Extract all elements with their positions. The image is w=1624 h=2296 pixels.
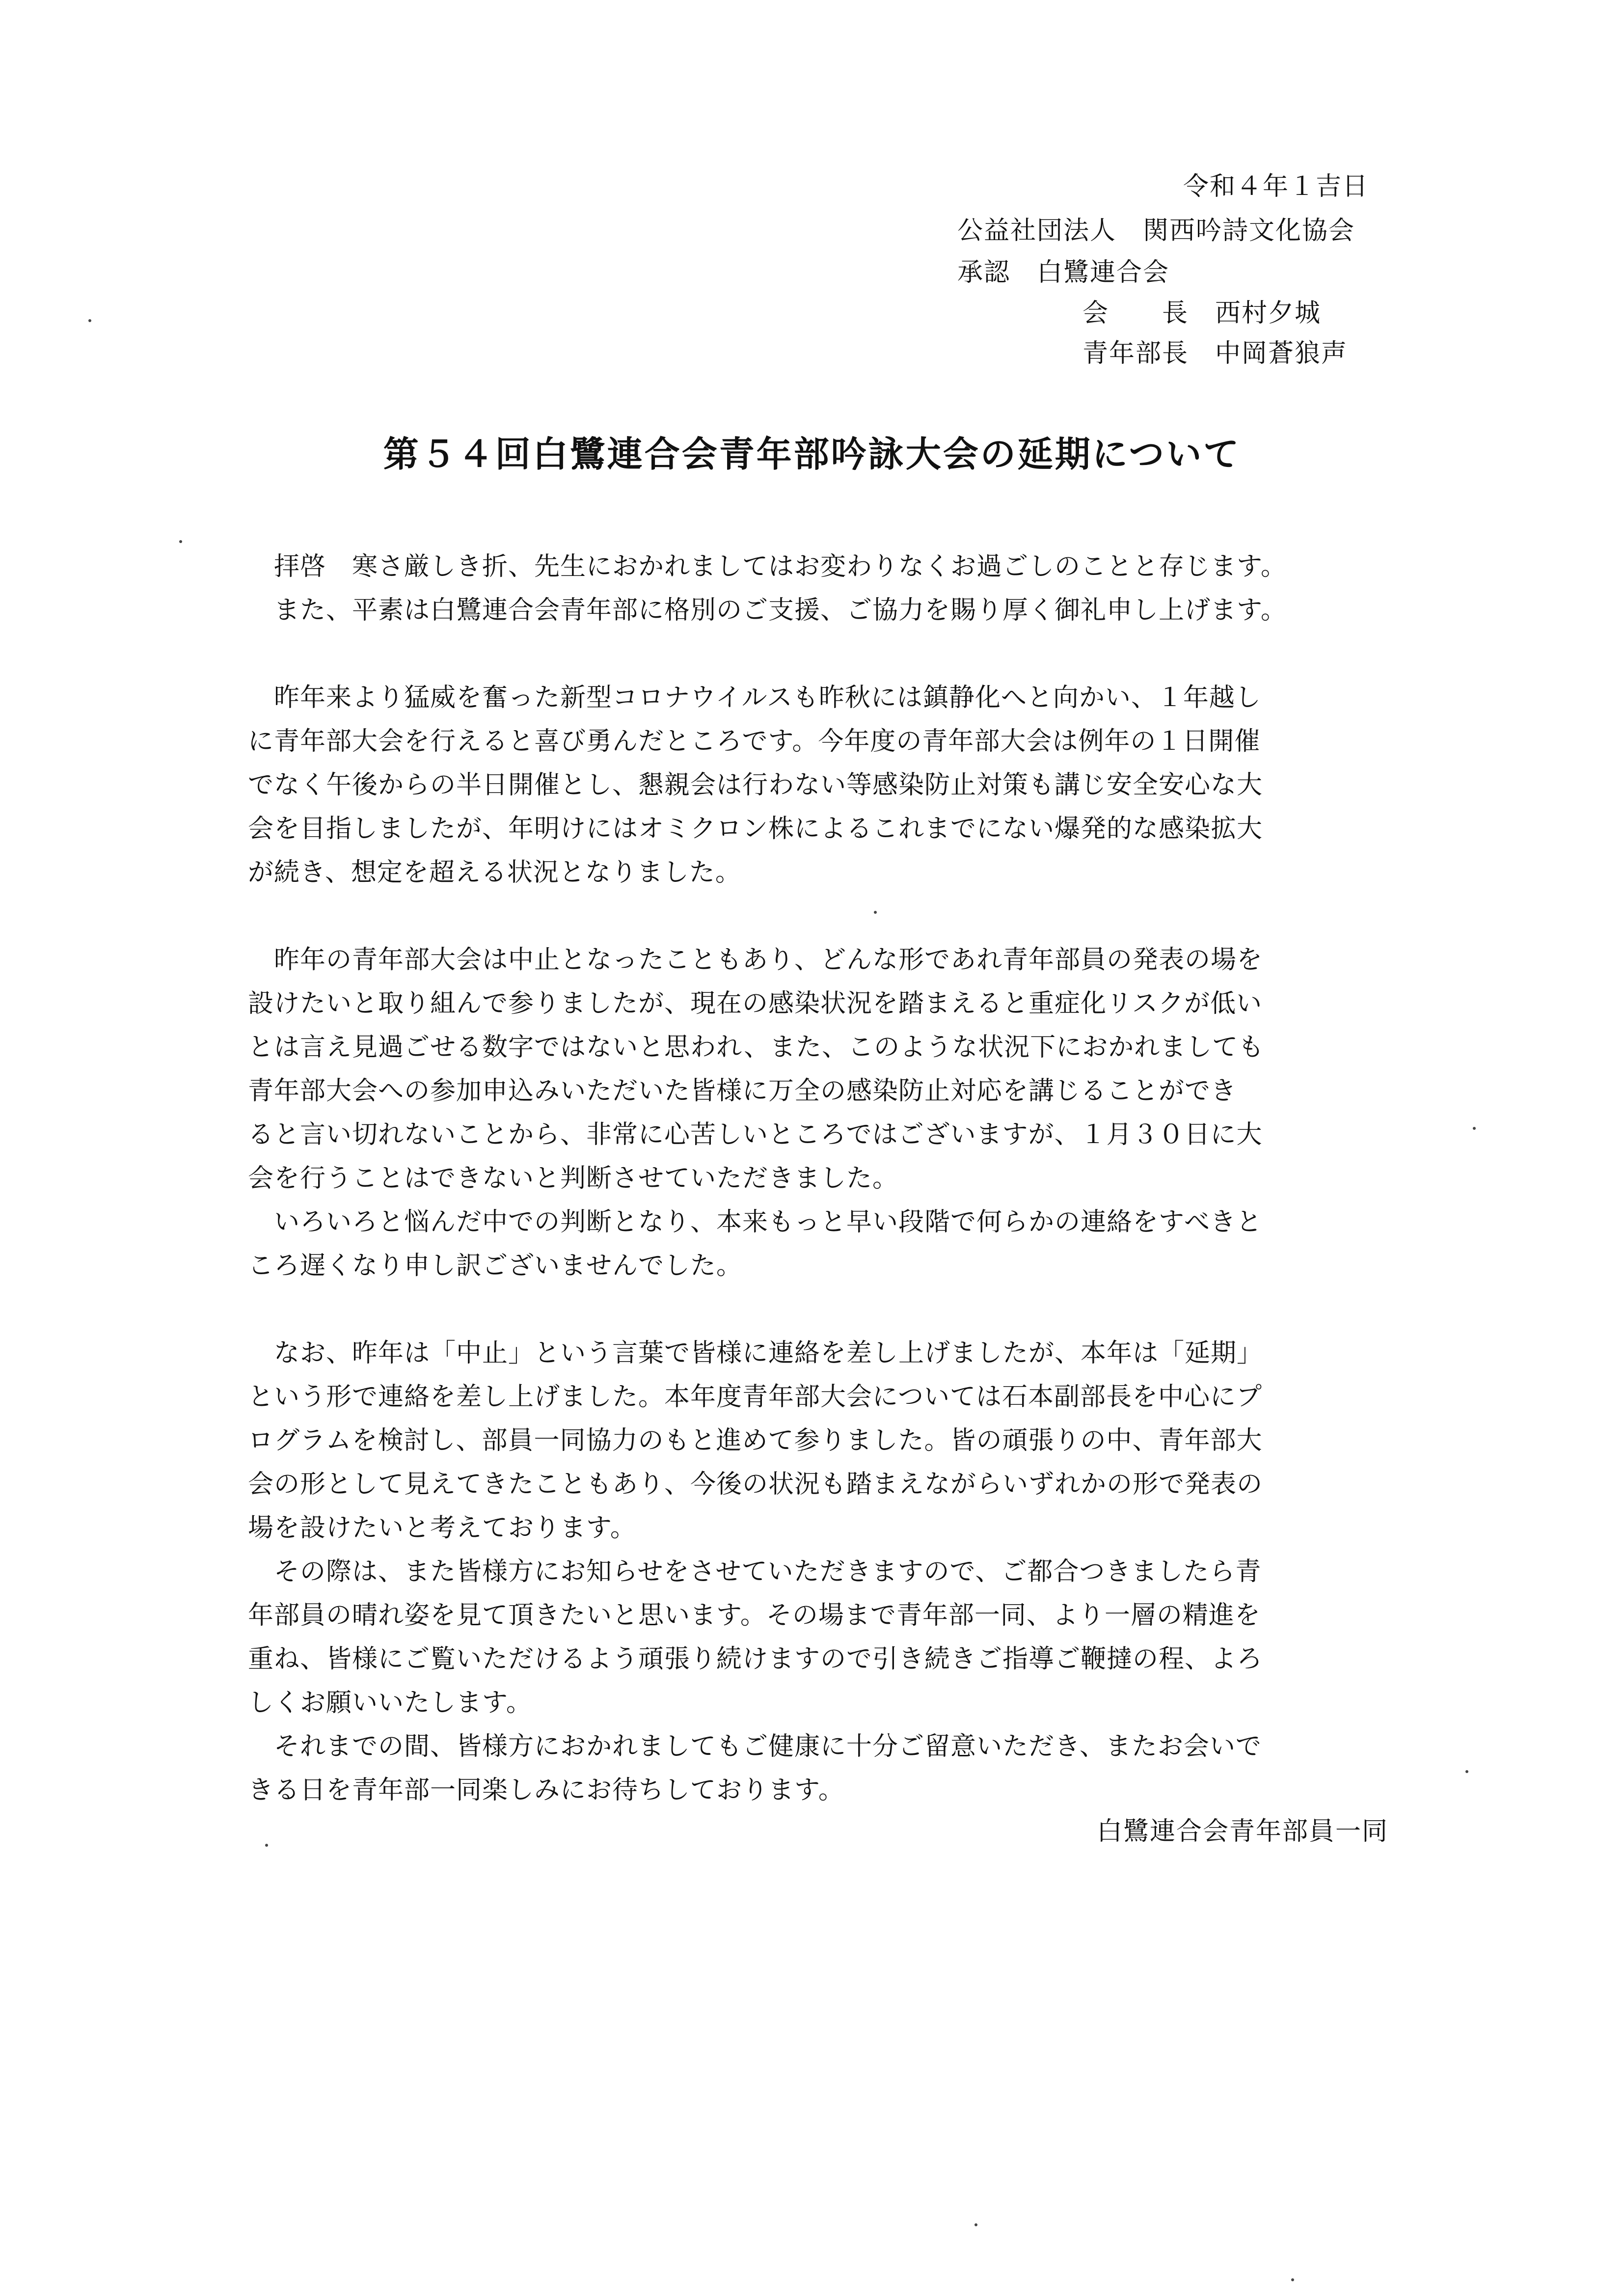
body-line: それまでの間、皆様方におかれましてもご健康に十分ご留意いただき、またお会いで [248,1732,1262,1761]
body-line: という形で連絡を差し上げました。本年度青年部大会については石本副部長を中心にプ [248,1382,1262,1412]
body-line: いろいろと悩んだ中での判断となり、本来もっと早い段階で何らかの連絡をすべきと [248,1207,1262,1237]
body-line: 場を設けたいと考えております。 [248,1513,636,1543]
body-line: 会を目指しましたが、年明けにはオミクロン株によるこれまでにない爆発的な感染拡大 [248,814,1263,844]
body-line: その際は、また皆様方にお知らせをさせていただきますので、ご都合つきましたら青 [248,1557,1262,1586]
scan-speck [1465,1770,1468,1773]
body-line: 青年部大会への参加申込みいただいた皆様に万全の感染防止対応を講じることができ [248,1076,1237,1106]
body-line: ログラムを検討し、部員一同協力のもと進めて参りました。皆の頑張りの中、青年部大 [248,1426,1263,1455]
scan-speck [1291,2278,1294,2281]
body-line: しくお願いいたします。 [248,1688,532,1718]
body-line: が続き、想定を超える状況となりました。 [248,858,741,887]
body-line: 年部員の晴れ姿を見て頂きたいと思います。その場まで青年部一同、より一層の精進を [248,1601,1261,1630]
body-line: 重ね、皆様にご覧いただけるよう頑張り続けますので引き続きご指導ご鞭撻の程、よろ [248,1644,1263,1674]
paragraph-decision [248,938,1392,1288]
signoff-line: 白鷺連合会青年部員一同 [1096,1817,1388,1846]
body-line: でなく午後からの半日開催とし、懇親会は行わない等感染防止対策も講じ安全安心な大 [248,770,1263,800]
paragraph-situation [248,676,1392,895]
approval-line: 承認 白鷺連合会 [957,258,1170,287]
scan-speck [265,1844,268,1847]
scan-speck [88,319,91,322]
body-line: 拝啓 寒さ厳しき折、先生におかれましてはお変わりなくお過ごしのことと存じます。 [248,552,1287,581]
body-line: に青年部大会を行えると喜び勇んだところです。今年度の青年部大会は例年の１日開催 [248,727,1261,756]
body-line: ると言い切れないことから、非常に心苦しいところではございますが、１月３０日に大 [248,1120,1263,1149]
organization-line: 公益社団法人 関西吟詩文化協会 [957,216,1355,246]
scan-speck [179,540,182,543]
body-line: 昨年の青年部大会は中止となったこともあり、どんな形であれ青年部員の発表の場を [248,945,1263,975]
paragraph-greeting [248,545,1392,632]
body-line: また、平素は白鷺連合会青年部に格別のご支援、ご協力を賜り厚く御礼申し上げます。 [248,596,1287,625]
body-line: きる日を青年部一同楽しみにお待ちしております。 [248,1776,844,1805]
body-line: 設けたいと取り組んで参りましたが、現在の感染状況を踏まえると重症化リスクが低い [248,989,1262,1018]
body-line: 会の形として見えてきたこともあり、今後の状況も踏まえながらいずれかの形で発表の [248,1470,1263,1499]
scan-speck [974,2223,977,2226]
paragraph-future [248,1332,1392,1812]
president-line: 会 長 西村夕城 [1083,299,1322,328]
body-line: 昨年来より猛威を奮った新型コロナウイルスも昨秋には鎮静化へと向かい、１年越し [248,683,1261,712]
date-line: 令和４年１吉日 [1183,172,1369,201]
scan-speck [1473,1127,1476,1130]
youth-head-line: 青年部長 中岡蒼狼声 [1083,339,1348,368]
document-title: 第５４回白鷺連合会青年部吟詠大会の延期について [383,434,1241,475]
body-line: とは言え見過ごせる数字ではないと思われ、また、このような状況下におかれましても [248,1033,1265,1062]
body-line: ころ遅くなり申し訳ございませんでした。 [248,1251,743,1281]
letter-body [248,545,1392,1812]
body-line: 会を行うことはできないと判断させていただきました。 [248,1164,899,1193]
scan-speck [874,911,877,914]
body-line: なお、昨年は「中止」という言葉で皆様に連絡を差し上げましたが、本年は「延期」 [248,1339,1263,1368]
